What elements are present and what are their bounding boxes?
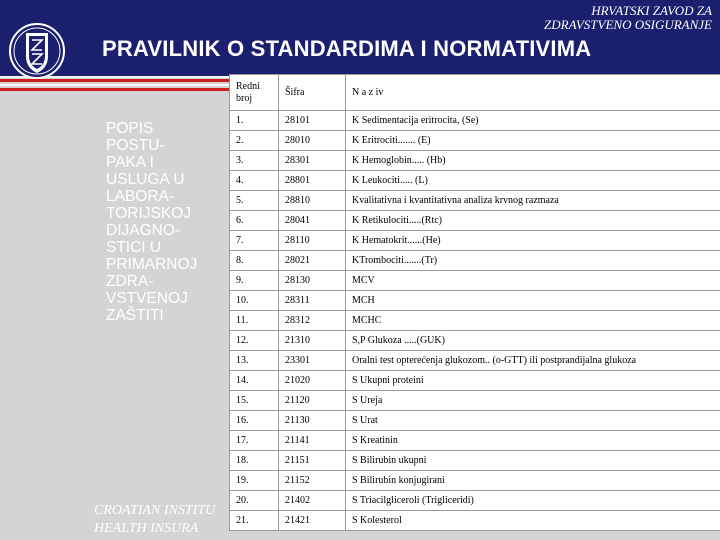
cell-name: S Ureja — [346, 391, 720, 411]
cell-code: 28041 — [279, 211, 346, 231]
cell-number: 8. — [230, 251, 279, 271]
cell-name: K Retikulociti.....(Rtc) — [346, 211, 720, 231]
table-row — [230, 191, 720, 211]
cell-name: S Urat — [346, 411, 720, 431]
cell-number: 15. — [230, 391, 279, 411]
cell-name: S Triacilgliceroli (Trigliceridi) — [346, 491, 720, 511]
section-title-line: VSTVENOJ — [106, 290, 188, 307]
cell-code: 21020 — [279, 371, 346, 391]
cell-number: 16. — [230, 411, 279, 431]
cell-name: K Hematokrit......(He) — [346, 231, 720, 251]
table-row — [230, 251, 720, 271]
organization-name — [452, 4, 712, 32]
cell-number: 1. — [230, 111, 279, 131]
cell-code: 28101 — [279, 111, 346, 131]
section-title-line: STICI U — [106, 239, 162, 256]
cell-code: 28801 — [279, 171, 346, 191]
cell-number: 7. — [230, 231, 279, 251]
cell-name: MCV — [346, 271, 720, 291]
table-row — [230, 211, 720, 231]
cell-name: K Leukociti..... (L) — [346, 171, 720, 191]
table-row — [230, 331, 720, 351]
cell-code: 21421 — [279, 511, 346, 531]
cell-name: S,P Glukoza .....(GUK) — [346, 331, 720, 351]
table-row — [230, 311, 720, 331]
cell-number: 14. — [230, 371, 279, 391]
cell-code: 21120 — [279, 391, 346, 411]
table-row — [230, 451, 720, 471]
cell-code: 21310 — [279, 331, 346, 351]
section-title-line: DIJAGNO- — [106, 222, 181, 239]
cell-number: 21. — [230, 511, 279, 531]
section-title-line: ZAŠTITI — [106, 307, 164, 324]
section-title — [106, 120, 226, 324]
org-line-1: HRVATSKI ZAVOD ZA — [591, 3, 712, 18]
cell-code: 23301 — [279, 351, 346, 371]
table-row — [230, 111, 720, 131]
hzzo-logo-icon — [8, 16, 66, 86]
cell-number: 2. — [230, 131, 279, 151]
cell-name: Kvalitativna i kvantitativna analiza krvnog razmaza — [346, 191, 720, 211]
table-row — [230, 271, 720, 291]
section-title-line: LABORA- — [106, 188, 175, 205]
table-row — [230, 391, 720, 411]
cell-number: 5. — [230, 191, 279, 211]
cell-code: 28312 — [279, 311, 346, 331]
section-title-line: PAKA I — [106, 154, 154, 171]
footer-line-2: HEALTH INSURA — [94, 521, 199, 536]
cell-name: S Kolesterol — [346, 511, 720, 531]
table-row — [230, 471, 720, 491]
cell-name: MCHC — [346, 311, 720, 331]
section-title-line: USLUGA U — [106, 171, 185, 188]
column-header-number: Redni broj — [230, 75, 279, 111]
cell-number: 12. — [230, 331, 279, 351]
cell-number: 19. — [230, 471, 279, 491]
cell-code: 21130 — [279, 411, 346, 431]
cell-name: KTrombociti.......(Tr) — [346, 251, 720, 271]
table-row — [230, 171, 720, 191]
table-row — [230, 351, 720, 371]
cell-code: 28021 — [279, 251, 346, 271]
column-header-code: Šifra — [279, 75, 346, 111]
cell-number: 17. — [230, 431, 279, 451]
section-title-line: ZDRA- — [106, 273, 154, 290]
cell-name: K Hemoglobin..... (Hb) — [346, 151, 720, 171]
footer-line-1: CROATIAN INSTITU — [94, 503, 216, 518]
cell-number: 18. — [230, 451, 279, 471]
column-header-name: N a z iv — [346, 75, 720, 111]
section-title-line: TORIJSKOJ — [106, 205, 191, 222]
cell-number: 11. — [230, 311, 279, 331]
cell-name: K Sedimentacija eritrocita, (Se) — [346, 111, 720, 131]
cell-name: MCH — [346, 291, 720, 311]
table-row — [230, 411, 720, 431]
table-row — [230, 151, 720, 171]
cell-code: 21151 — [279, 451, 346, 471]
table-row — [230, 131, 720, 151]
cell-name: S Bilirubin ukupni — [346, 451, 720, 471]
cell-name: S Kreatinin — [346, 431, 720, 451]
cell-code: 28810 — [279, 191, 346, 211]
cell-number: 3. — [230, 151, 279, 171]
cell-name: Oralni test opterećenja glukozom.. (o-GTT) ili postprandijalna glukoza — [346, 351, 720, 371]
cell-name: S Ukupni proteini — [346, 371, 720, 391]
table-row — [230, 431, 720, 451]
org-line-2: ZDRAVSTVENO OSIGURANJE — [544, 17, 712, 32]
cell-number: 6. — [230, 211, 279, 231]
section-title-line: POPIS — [106, 120, 154, 137]
cell-name: K Eritrociti....... (E) — [346, 131, 720, 151]
cell-name: S Bilirubin konjugirani — [346, 471, 720, 491]
cell-code: 28311 — [279, 291, 346, 311]
cell-number: 9. — [230, 271, 279, 291]
section-title-line: PRIMARNOJ — [106, 256, 198, 273]
cell-number: 10. — [230, 291, 279, 311]
cell-number: 4. — [230, 171, 279, 191]
cell-code: 21141 — [279, 431, 346, 451]
services-table — [229, 74, 720, 531]
table-row — [230, 511, 720, 531]
table-row — [230, 371, 720, 391]
table-row — [230, 491, 720, 511]
cell-code: 28110 — [279, 231, 346, 251]
cell-code: 28130 — [279, 271, 346, 291]
cell-number: 13. — [230, 351, 279, 371]
cell-code: 21152 — [279, 471, 346, 491]
table-row — [230, 231, 720, 251]
table-row — [230, 291, 720, 311]
page-title: PRAVILNIK O STANDARDIMA I NORMATIVIMA — [102, 36, 592, 61]
cell-number: 20. — [230, 491, 279, 511]
cell-code: 28010 — [279, 131, 346, 151]
section-title-line: POSTU- — [106, 137, 165, 154]
table-header-row — [230, 75, 720, 111]
cell-code: 28301 — [279, 151, 346, 171]
cell-code: 21402 — [279, 491, 346, 511]
